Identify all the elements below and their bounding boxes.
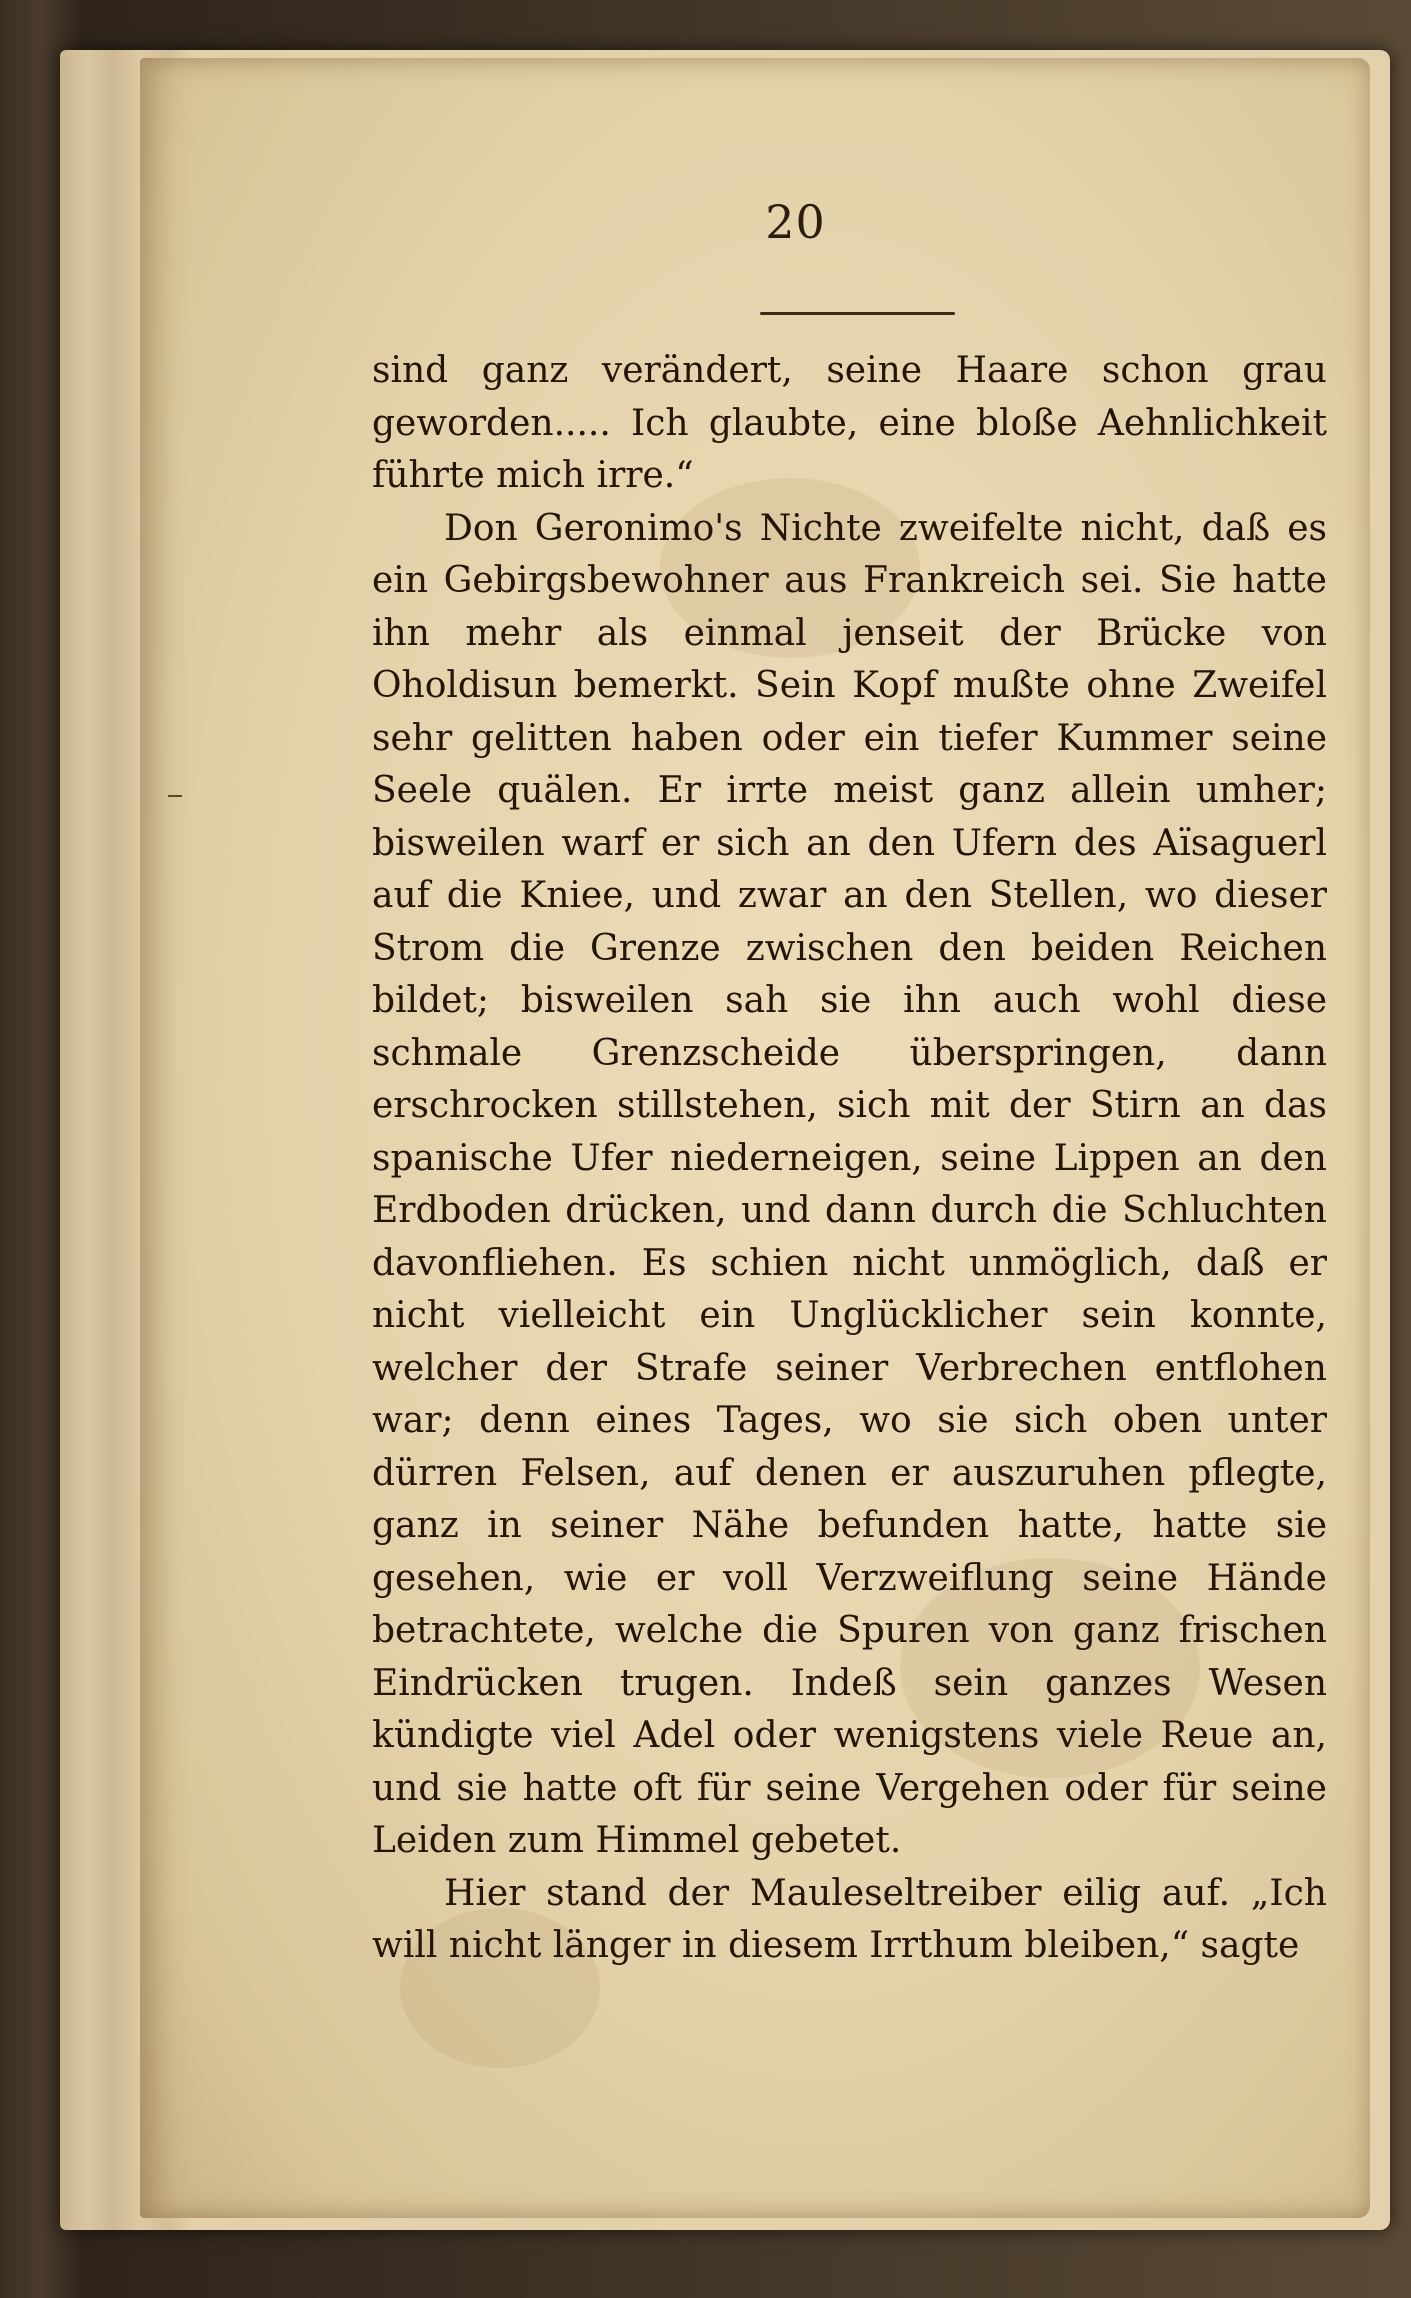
paragraph-2: Don Geronimo's Nichte zweifelte nicht, daß es ein Gebirgsbewohner aus Frankreich sei. Sie hatte ihn mehr als einmal jenseit der Brücke von Oholdisun bemerkt. Sein Kopf mußte ohne Zweifel sehr gelitten haben oder ein tiefer Kummer seine Seele quälen. Er irrte meist ganz allein umher; bisweilen warf er sich an den Ufern des Aïsaguerl auf die Kniee, und zwar an den Stellen, wo dieser Strom die Grenze zwischen den beiden Reichen bildet; bisweilen sah sie ihn auch wohl diese schmale Grenzscheide überspringen, dann erschrocken stillstehen, sich mit der Stirn an das spanische Ufer niederneigen, seine Lippen an den Erdboden drücken, und dann durch die Schluchten davonfliehen. Es schien nicht unmöglich, daß er nicht vielleicht ein Unglücklicher sein konnte, welcher der Strafe seiner Verbrechen entflohen war; denn eines Tages, wo sie sich oben unter dürren Felsen, auf denen er auszuruhen pflegte, ganz in seiner Nähe befunden hatte, hatte sie gesehen, wie er voll Verzweiflung seine Hände betrachtete, welche die Spuren von ganz frischen Eindrücken trugen. Indeß sein ganzes Wesen kündigte viel Adel oder wenigstens viele Reue an, und sie hatte oft für seine Vergehen oder für seine Leiden zum Himmel gebetet. bbox=[372, 507, 1327, 1861]
body-text bbox=[372, 345, 1327, 1973]
header-rule bbox=[760, 312, 955, 315]
margin-mark bbox=[168, 795, 182, 797]
page-number: 20 bbox=[765, 195, 826, 249]
paragraph-1: sind ganz verändert, seine Haare schon grau geworden..... Ich glaubte, eine bloße Aehnlichkeit führte mich irre.“ bbox=[372, 350, 1327, 496]
paragraph-3: Hier stand der Mauleseltreiber eilig auf. „Ich will nicht länger in diesem Irrthum bleiben,“ sagte bbox=[372, 1872, 1327, 1966]
